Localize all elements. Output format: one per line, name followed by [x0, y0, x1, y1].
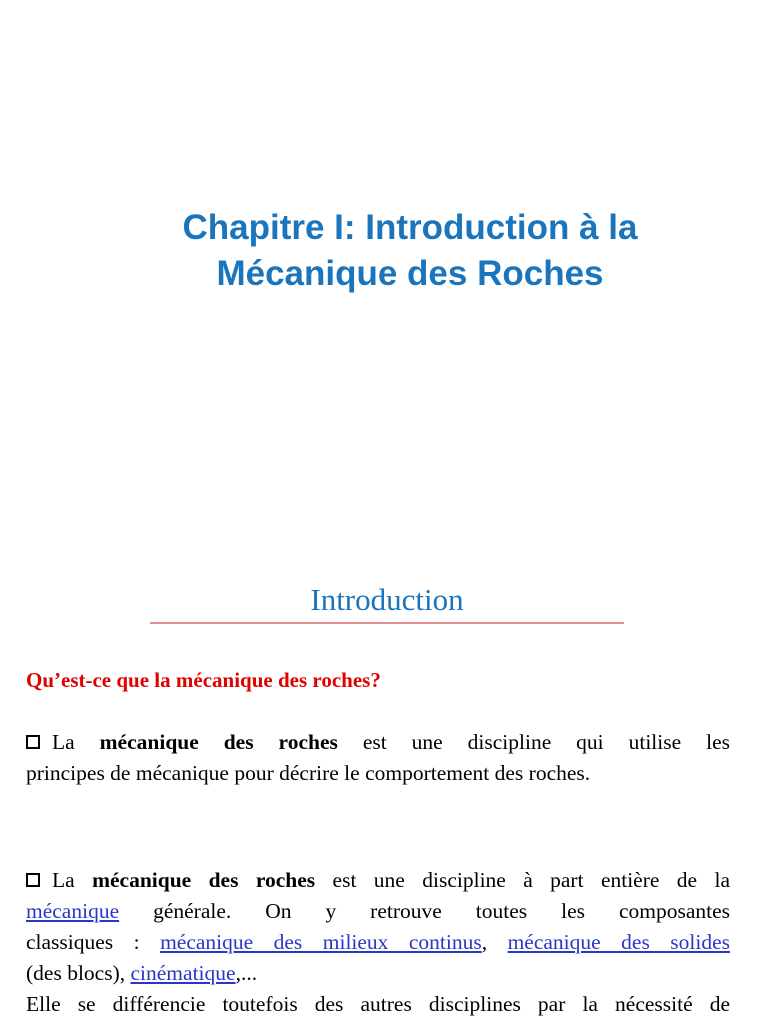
paragraph-text: est une discipline à part entière de la	[332, 868, 730, 892]
heading-divider	[150, 622, 624, 624]
bold-term: mécanique des roches	[92, 868, 316, 892]
paragraph-text: est une discipline qui utilise les	[362, 730, 730, 754]
section-heading: Introduction	[310, 582, 464, 617]
paragraph-line	[26, 896, 730, 927]
article-text: La	[52, 730, 75, 754]
paragraph-text: (des blocs),	[26, 961, 126, 985]
chapter-title-line-2: Mécanique des Roches	[216, 254, 604, 293]
paragraph-line: Elle se différencie toutefois des autres disciplines par la nécessité de	[26, 992, 730, 1016]
chapter-title-line-1: Chapitre I: Introduction à la	[182, 208, 638, 247]
paragraph-line	[26, 958, 730, 989]
paragraph-text: ,...	[235, 961, 258, 985]
link-mecanique-solides[interactable]: mécanique des solides	[507, 930, 730, 954]
chapter-title	[60, 205, 760, 297]
paragraph-definition	[26, 727, 730, 789]
paragraph-text: générale. On y retrouve toutes les composantes	[153, 899, 730, 923]
question-heading: Qu’est-ce que la mécanique des roches?	[26, 668, 381, 692]
bold-term: mécanique des roches	[99, 730, 338, 754]
article-text: La	[52, 868, 75, 892]
paragraph-text: classiques :	[26, 930, 140, 954]
checkbox-bullet-icon	[26, 873, 40, 887]
paragraph-line: principes de mécanique pour décrire le comportement des roches.	[26, 761, 591, 785]
paragraph-line	[26, 865, 730, 896]
punctuation: ,	[481, 930, 488, 954]
paragraph-discipline	[26, 865, 730, 1020]
link-cinematique[interactable]: cinématique	[130, 961, 236, 985]
paragraph-line	[26, 927, 730, 958]
paragraph-line	[26, 727, 730, 758]
link-mecanique-milieux-continus[interactable]: mécanique des milieux continus	[160, 930, 482, 954]
link-mecanique[interactable]: mécanique	[26, 899, 120, 923]
checkbox-bullet-icon	[26, 735, 40, 749]
